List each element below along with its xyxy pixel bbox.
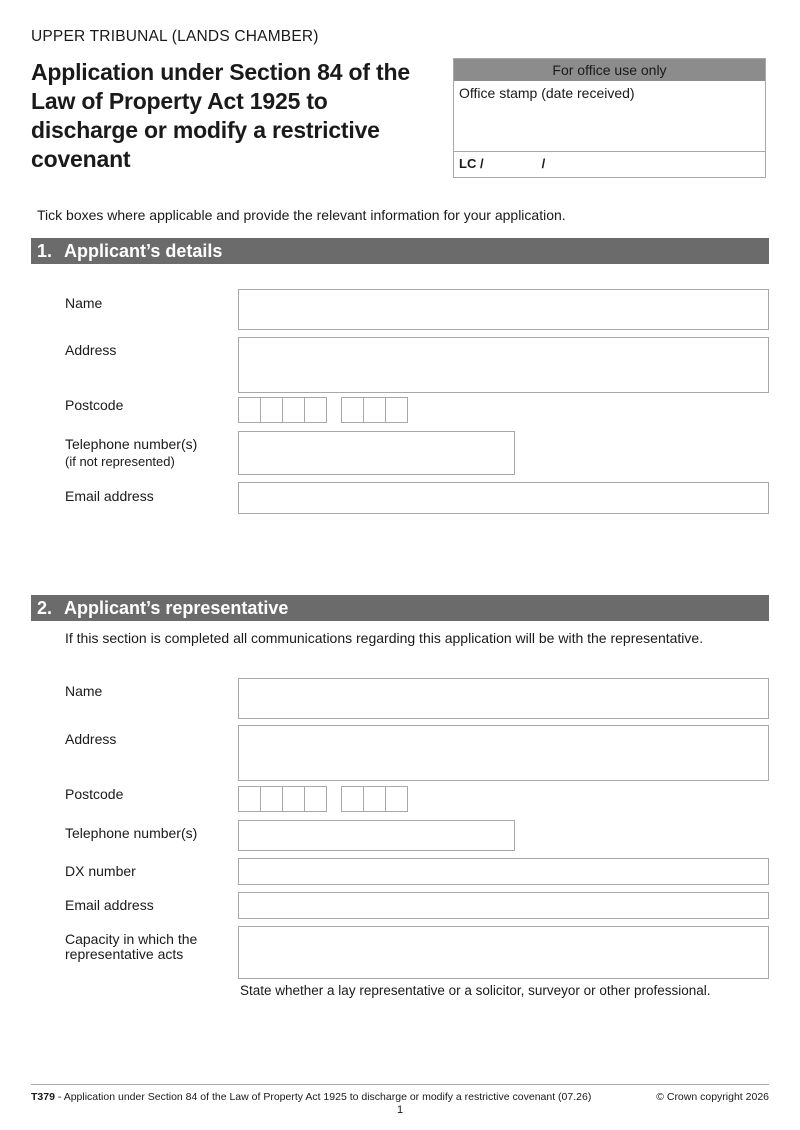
telephone-sublabel: (if not represented)	[65, 454, 175, 469]
rep-postcode-inward[interactable]	[341, 786, 407, 812]
section-2-number: 2.	[37, 598, 53, 618]
postcode-cell[interactable]	[282, 397, 305, 423]
section-2-title: Applicant’s representative	[64, 598, 289, 618]
lc-reference	[454, 152, 765, 175]
office-use-heading: For office use only	[454, 59, 765, 81]
footer	[31, 1091, 769, 1103]
form-title: Application under Section 84 of the Law of Property Act 1925 to discharge or modify a restrictive covenant	[31, 59, 410, 172]
applicant-email-label: Email address	[65, 488, 154, 504]
postcode-cell[interactable]	[363, 786, 386, 812]
postcode-cell[interactable]	[363, 397, 386, 423]
rep-address-label: Address	[65, 731, 117, 747]
postcode-cell[interactable]	[341, 397, 364, 423]
applicant-telephone-label	[65, 436, 197, 470]
rep-name-field[interactable]	[238, 678, 769, 719]
intro-text: Tick boxes where applicable and provide the relevant information for your application.	[37, 207, 566, 223]
postcode-cell[interactable]	[282, 786, 305, 812]
section-2-header	[31, 595, 769, 621]
office-use-box	[453, 58, 766, 178]
footer-form-info	[31, 1091, 591, 1103]
applicant-email-field[interactable]	[238, 482, 769, 514]
applicant-postcode-inward[interactable]	[341, 397, 407, 423]
postcode-cell[interactable]	[260, 786, 283, 812]
applicant-address-field[interactable]	[238, 337, 769, 393]
applicant-address-label: Address	[65, 342, 117, 358]
section-1-header	[31, 238, 769, 264]
applicant-name-field[interactable]	[238, 289, 769, 330]
rep-postcode-outward[interactable]	[238, 786, 326, 812]
rep-capacity-label	[65, 932, 197, 962]
postcode-cell[interactable]	[238, 397, 261, 423]
lc-slash: /	[541, 156, 546, 171]
applicant-name-label: Name	[65, 295, 103, 311]
telephone-label-text: Telephone number(s)	[65, 436, 198, 452]
postcode-cell[interactable]	[385, 397, 408, 423]
postcode-cell[interactable]	[341, 786, 364, 812]
rep-postcode-label: Postcode	[65, 786, 124, 802]
capacity-hint: State whether a lay representative or a solicitor, surveyor or other professional.	[240, 983, 711, 998]
rep-email-field[interactable]	[238, 892, 769, 919]
capacity-label-line-1: Capacity in which the	[65, 931, 198, 947]
postcode-cell[interactable]	[260, 397, 283, 423]
applicant-postcode-outward[interactable]	[238, 397, 326, 423]
applicant-telephone-field[interactable]	[238, 431, 515, 475]
section-1-number: 1.	[37, 241, 53, 261]
tribunal-heading: UPPER TRIBUNAL (LANDS CHAMBER)	[31, 28, 319, 45]
rep-telephone-label: Telephone number(s)	[65, 825, 198, 841]
lc-prefix: LC /	[459, 156, 484, 171]
rep-dx-label: DX number	[65, 863, 136, 879]
rep-address-field[interactable]	[238, 725, 769, 781]
postcode-cell[interactable]	[304, 397, 327, 423]
form-code: T379	[31, 1091, 55, 1103]
section-1-title: Applicant’s details	[64, 241, 223, 261]
rep-email-label: Email address	[65, 897, 154, 913]
postcode-cell[interactable]	[304, 786, 327, 812]
office-stamp-label: Office stamp (date received)	[454, 81, 765, 152]
rep-telephone-field[interactable]	[238, 820, 515, 851]
postcode-cell[interactable]	[238, 786, 261, 812]
rep-dx-field[interactable]	[238, 858, 769, 885]
capacity-label-line-2: representative acts	[65, 946, 184, 962]
page-number: 1	[396, 1104, 404, 1116]
form-description: - Application under Section 84 of the Law of Property Act 1925 to discharge or modify a restrictive covenant (07.26)	[54, 1091, 592, 1103]
rep-name-label: Name	[65, 683, 103, 699]
postcode-cell[interactable]	[385, 786, 408, 812]
applicant-postcode-label: Postcode	[65, 397, 124, 413]
footer-divider	[31, 1084, 769, 1085]
rep-capacity-field[interactable]	[238, 926, 769, 979]
representative-note: If this section is completed all communications regarding this application will be with the representative.	[65, 630, 704, 646]
copyright: © Crown copyright 2026	[656, 1091, 769, 1103]
